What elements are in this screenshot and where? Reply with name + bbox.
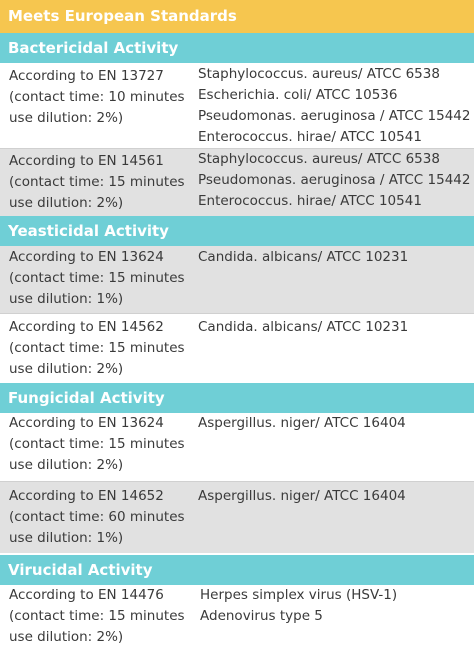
- organisms-cell: [198, 413, 474, 434]
- organism-line: Candida. albicans/ ATCC 10231: [198, 249, 409, 265]
- organism-line: Candida. albicans/ ATCC 10231: [198, 319, 409, 335]
- organisms-cell: [200, 585, 474, 627]
- table-row: [0, 246, 474, 313]
- table-row: [0, 313, 474, 383]
- organism-line: Herpes simplex virus (HSV-1): [200, 587, 398, 603]
- standard-line: use dilution: 2%): [9, 195, 124, 211]
- table-row: [0, 481, 474, 553]
- organisms-cell: [198, 247, 474, 268]
- standard-line: use dilution: 1%): [9, 291, 124, 307]
- section-heading-bactericidal: Bactericidal Activity: [0, 33, 474, 63]
- organisms-cell: [198, 317, 474, 338]
- organism-line: Aspergillus. niger/ ATCC 16404: [198, 488, 406, 504]
- standard-line: (contact time: 15 minutes: [9, 270, 185, 286]
- organism-line: Enterococcus. hirae/ ATCC 10541: [198, 193, 422, 209]
- organisms-cell: [198, 64, 474, 148]
- standard-line: (contact time: 15 minutes: [9, 608, 185, 624]
- organism-line: Enterococcus. hirae/ ATCC 10541: [198, 129, 422, 145]
- standard-line: (contact time: 15 minutes: [9, 340, 185, 356]
- organism-line: Adenovirus type 5: [200, 608, 323, 624]
- standard-cell: [9, 247, 199, 310]
- organism-line: Pseudomonas. aeruginosa / ATCC 15442: [198, 108, 471, 124]
- standard-line: According to EN 14476: [9, 587, 164, 603]
- standard-line: According to EN 13624: [9, 415, 164, 431]
- table-row: [0, 413, 474, 481]
- table-title: Meets European Standards: [0, 0, 474, 33]
- standard-cell: [9, 413, 199, 476]
- organism-line: Staphylococcus. aureus/ ATCC 6538: [198, 151, 440, 167]
- standard-line: (contact time: 15 minutes: [9, 174, 185, 190]
- standard-cell: [9, 66, 199, 129]
- standard-line: (contact time: 60 minutes: [9, 509, 185, 525]
- standard-line: According to EN 14561: [9, 153, 164, 169]
- standard-line: use dilution: 2%): [9, 110, 124, 126]
- organism-line: Pseudomonas. aeruginosa / ATCC 15442: [198, 172, 471, 188]
- standard-cell: [9, 317, 199, 380]
- organisms-cell: [198, 486, 474, 507]
- section-heading-yeasticidal: Yeasticidal Activity: [0, 216, 474, 246]
- standard-line: use dilution: 2%): [9, 629, 124, 645]
- table-row: [0, 63, 474, 148]
- section-heading-fungicidal: Fungicidal Activity: [0, 383, 474, 413]
- standard-line: use dilution: 1%): [9, 530, 124, 546]
- standard-line: According to EN 13727: [9, 68, 164, 84]
- standard-cell: [9, 486, 199, 549]
- standard-line: According to EN 14652: [9, 488, 164, 504]
- organism-line: Escherichia. coli/ ATCC 10536: [198, 87, 398, 103]
- table-row: [0, 585, 474, 655]
- standard-cell: [9, 151, 199, 214]
- standard-line: (contact time: 15 minutes: [9, 436, 185, 452]
- organism-line: Aspergillus. niger/ ATCC 16404: [198, 415, 406, 431]
- standard-line: use dilution: 2%): [9, 457, 124, 473]
- standard-line: According to EN 13624: [9, 249, 164, 265]
- standard-cell: [9, 585, 199, 648]
- standard-line: use dilution: 2%): [9, 361, 124, 377]
- section-heading-virucidal: Virucidal Activity: [0, 555, 474, 585]
- table-row: [0, 148, 474, 216]
- standard-line: According to EN 14562: [9, 319, 164, 335]
- organism-line: Staphylococcus. aureus/ ATCC 6538: [198, 66, 440, 82]
- organisms-cell: [198, 149, 474, 212]
- standard-line: (contact time: 10 minutes: [9, 89, 185, 105]
